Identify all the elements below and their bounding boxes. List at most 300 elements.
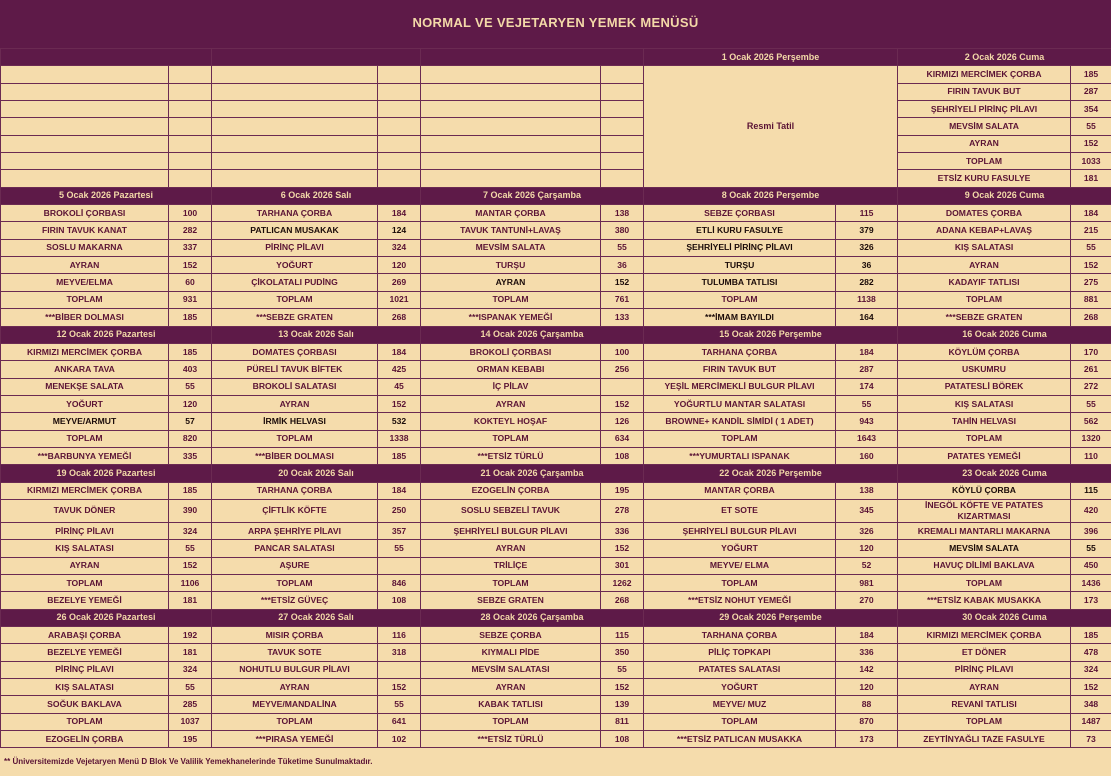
dish-calories: 215 — [1071, 222, 1111, 239]
menu-row — [1, 540, 1111, 557]
day-header — [1, 49, 212, 66]
dish-name: AYRAN — [1, 257, 169, 274]
dish-name: PATLICAN MUSAKAK — [212, 222, 378, 239]
dish-name: AYRAN — [898, 257, 1071, 274]
dish-name: MANTAR ÇORBA — [421, 205, 601, 222]
empty-cell — [601, 66, 644, 83]
day-header: 27 Ocak 2026 Salı — [212, 609, 421, 626]
dish-name: ET SOTE — [644, 499, 836, 522]
dish-calories: 881 — [1071, 291, 1111, 308]
dish-calories: 152 — [378, 395, 421, 412]
dish-name: PİRİNÇ PİLAVI — [898, 661, 1071, 678]
dish-name: ***ETSİZ PATLICAN MUSAKKA — [644, 731, 836, 748]
dish-name: REVANİ TATLISI — [898, 696, 1071, 713]
dish-name: FIRIN TAVUK KANAT — [1, 222, 169, 239]
dish-name: YOĞURT — [644, 540, 836, 557]
day-header — [421, 49, 644, 66]
empty-cell — [421, 118, 601, 135]
menu-row — [1, 413, 1111, 430]
dish-name: TOPLAM — [1, 291, 169, 308]
dish-calories: 287 — [836, 361, 898, 378]
dish-name: ***BİBER DOLMASI — [1, 309, 169, 326]
dish-calories: 100 — [169, 205, 212, 222]
dish-calories: 634 — [601, 430, 644, 447]
dish-name: KOKTEYL HOŞAF — [421, 413, 601, 430]
dish-calories: 36 — [836, 257, 898, 274]
dish-name: AYRAN — [1, 557, 169, 574]
day-header-row — [1, 326, 1111, 343]
dish-name: ***BARBUNYA YEMEĞİ — [1, 447, 169, 464]
empty-cell — [378, 170, 421, 187]
empty-cell — [421, 153, 601, 170]
menu-row — [1, 118, 1111, 135]
menu-row — [1, 557, 1111, 574]
dish-name: DOMATES ÇORBA — [898, 205, 1071, 222]
dish-calories: 282 — [836, 274, 898, 291]
dish-name: KIRMIZI MERCİMEK ÇORBA — [1, 343, 169, 360]
dish-calories: 403 — [169, 361, 212, 378]
dish-calories: 55 — [169, 540, 212, 557]
dish-name: TOPLAM — [1, 430, 169, 447]
dish-calories — [378, 661, 421, 678]
dish-name: MEYVE/ARMUT — [1, 413, 169, 430]
day-header-row — [1, 609, 1111, 626]
footer-note: ** Üniversitemizde Vejetaryen Menü D Blok Ve Valilik Yemekhanelerinde Tüketime Sunulmaktadır. — [4, 757, 373, 766]
dish-calories: 345 — [836, 499, 898, 522]
dish-calories: 846 — [378, 574, 421, 591]
dish-calories: 324 — [1071, 661, 1111, 678]
dish-calories: 181 — [169, 644, 212, 661]
dish-name: YOĞURT — [1, 395, 169, 412]
dish-calories: 275 — [1071, 274, 1111, 291]
dish-calories: 138 — [836, 482, 898, 499]
dish-calories: 108 — [378, 592, 421, 609]
menu-row — [1, 696, 1111, 713]
dish-name: YEŞİL MERCİMEKLİ BULGUR PİLAVI — [644, 378, 836, 395]
dish-name: TURŞU — [421, 257, 601, 274]
dish-name: MISIR ÇORBA — [212, 627, 378, 644]
dish-calories: 250 — [378, 499, 421, 522]
dish-name: BROWNE+ KANDİL SİMİDİ ( 1 ADET) — [644, 413, 836, 430]
dish-name: NOHUTLU BULGUR PİLAVI — [212, 661, 378, 678]
dish-name: MEVSİM SALATA — [421, 239, 601, 256]
dish-name: BROKOLİ SALATASI — [212, 378, 378, 395]
dish-calories: 350 — [601, 644, 644, 661]
dish-name: ***ETSİZ TÜRLÜ — [421, 731, 601, 748]
empty-cell — [378, 118, 421, 135]
empty-cell — [1, 135, 169, 152]
day-header: 7 Ocak 2026 Çarşamba — [421, 187, 644, 204]
empty-cell — [421, 135, 601, 152]
dish-name: PİLİÇ TOPKAPI — [644, 644, 836, 661]
empty-cell — [1, 101, 169, 118]
dish-name: İNEGÖL KÖFTE VE PATATES KIZARTMASI — [898, 499, 1071, 522]
empty-cell — [212, 83, 378, 100]
dish-name: TULUMBA TATLISI — [644, 274, 836, 291]
dish-calories: 336 — [836, 644, 898, 661]
dish-name: TOPLAM — [898, 291, 1071, 308]
day-header: 15 Ocak 2026 Perşembe — [644, 326, 898, 343]
day-header: 23 Ocak 2026 Cuma — [898, 465, 1111, 482]
dish-name: KIRMIZI MERCİMEK ÇORBA — [1, 482, 169, 499]
dish-calories: 1338 — [378, 430, 421, 447]
menu-row — [1, 205, 1111, 222]
dish-name: SEBZE ÇORBASI — [644, 205, 836, 222]
dish-calories: 357 — [378, 522, 421, 539]
dish-name: TOPLAM — [212, 713, 378, 730]
empty-cell — [212, 135, 378, 152]
dish-calories: 55 — [836, 395, 898, 412]
dish-name: BEZELYE YEMEĞİ — [1, 592, 169, 609]
dish-name: TURŞU — [644, 257, 836, 274]
dish-name: HAVUÇ DİLİMİ BAKLAVA — [898, 557, 1071, 574]
dish-calories: 192 — [169, 627, 212, 644]
dish-name: MANTAR ÇORBA — [644, 482, 836, 499]
dish-name: PÜRELİ TAVUK BİFTEK — [212, 361, 378, 378]
dish-name: KADAYIF TATLISI — [898, 274, 1071, 291]
dish-calories: 120 — [378, 257, 421, 274]
dish-calories: 181 — [169, 592, 212, 609]
day-header: 2 Ocak 2026 Cuma — [898, 49, 1111, 66]
dish-calories: 55 — [1071, 540, 1111, 557]
menu-row — [1, 66, 1111, 83]
dish-calories: 1643 — [836, 430, 898, 447]
dish-name: TAVUK TANTUNİ+LAVAŞ — [421, 222, 601, 239]
dish-name: TOPLAM — [898, 574, 1071, 591]
dish-calories: 285 — [169, 696, 212, 713]
dish-calories: 354 — [1071, 101, 1111, 118]
menu-row — [1, 135, 1111, 152]
dish-name: ŞEHRİYELİ BULGUR PİLAVI — [644, 522, 836, 539]
dish-calories — [601, 378, 644, 395]
dish-calories: 268 — [378, 309, 421, 326]
dish-name: KÖYLÜ ÇORBA — [898, 482, 1071, 499]
dish-name: EZOGELİN ÇORBA — [1, 731, 169, 748]
dish-name: YOĞURTLU MANTAR SALATASI — [644, 395, 836, 412]
dish-name: TOPLAM — [421, 291, 601, 308]
dish-calories: 270 — [836, 592, 898, 609]
dish-calories: 185 — [169, 482, 212, 499]
dish-calories: 173 — [836, 731, 898, 748]
dish-name: KÖYLÜM ÇORBA — [898, 343, 1071, 360]
dish-name: TOPLAM — [644, 430, 836, 447]
dish-calories: 641 — [378, 713, 421, 730]
dish-calories: 425 — [378, 361, 421, 378]
menu-row — [1, 447, 1111, 464]
day-header-row — [1, 49, 1111, 66]
dish-calories: 173 — [1071, 592, 1111, 609]
dish-calories: 160 — [836, 447, 898, 464]
dish-calories: 1262 — [601, 574, 644, 591]
dish-calories: 870 — [836, 713, 898, 730]
dish-calories: 184 — [378, 205, 421, 222]
dish-calories: 195 — [601, 482, 644, 499]
dish-calories: 55 — [601, 239, 644, 256]
menu-row — [1, 239, 1111, 256]
dish-calories: 396 — [1071, 522, 1111, 539]
dish-calories: 1037 — [169, 713, 212, 730]
dish-calories: 272 — [1071, 378, 1111, 395]
empty-cell — [212, 118, 378, 135]
dish-calories: 1138 — [836, 291, 898, 308]
dish-name: TOPLAM — [1, 574, 169, 591]
dish-calories: 336 — [601, 522, 644, 539]
dish-calories: 1033 — [1071, 153, 1111, 170]
dish-calories: 55 — [1071, 118, 1111, 135]
dish-calories: 184 — [378, 482, 421, 499]
dish-calories: 152 — [601, 274, 644, 291]
dish-name: SOĞUK BAKLAVA — [1, 696, 169, 713]
empty-cell — [601, 135, 644, 152]
menu-row — [1, 361, 1111, 378]
dish-name: AYRAN — [212, 679, 378, 696]
empty-cell — [169, 118, 212, 135]
empty-cell — [212, 66, 378, 83]
empty-cell — [378, 83, 421, 100]
dish-name: ETLİ KURU FASULYE — [644, 222, 836, 239]
dish-name: SOSLU SEBZELİ TAVUK — [421, 499, 601, 522]
empty-cell — [601, 118, 644, 135]
dish-name: TOPLAM — [644, 713, 836, 730]
dish-calories: 126 — [601, 413, 644, 430]
dish-calories: 268 — [601, 592, 644, 609]
empty-cell — [601, 170, 644, 187]
dish-name: MEYVE/ ELMA — [644, 557, 836, 574]
day-header: 6 Ocak 2026 Salı — [212, 187, 421, 204]
dish-calories: 184 — [1071, 205, 1111, 222]
dish-calories: 88 — [836, 696, 898, 713]
dish-calories — [378, 557, 421, 574]
dish-name: ŞEHRİYELİ PİRİNÇ PİLAVI — [644, 239, 836, 256]
dish-calories: 185 — [169, 309, 212, 326]
dish-name: KABAK TATLISI — [421, 696, 601, 713]
dish-calories: 108 — [601, 447, 644, 464]
dish-name: PANCAR SALATASI — [212, 540, 378, 557]
dish-calories: 478 — [1071, 644, 1111, 661]
dish-calories: 811 — [601, 713, 644, 730]
dish-calories: 164 — [836, 309, 898, 326]
empty-cell — [169, 153, 212, 170]
empty-cell — [378, 135, 421, 152]
dish-calories: 55 — [169, 679, 212, 696]
menu-row — [1, 430, 1111, 447]
dish-calories: 138 — [601, 205, 644, 222]
dish-name: TARHANA ÇORBA — [644, 627, 836, 644]
empty-cell — [1, 118, 169, 135]
empty-cell — [601, 153, 644, 170]
dish-calories: 110 — [1071, 447, 1111, 464]
dish-calories: 532 — [378, 413, 421, 430]
dish-calories: 152 — [1071, 257, 1111, 274]
dish-name: AYRAN — [898, 679, 1071, 696]
dish-calories: 45 — [378, 378, 421, 395]
dish-name: ZEYTİNYAĞLI TAZE FASULYE — [898, 731, 1071, 748]
dish-name: YOĞURT — [212, 257, 378, 274]
dish-name: TOPLAM — [421, 713, 601, 730]
dish-name: TOPLAM — [644, 574, 836, 591]
dish-name: ***ETSİZ GÜVEÇ — [212, 592, 378, 609]
dish-name: TOPLAM — [421, 430, 601, 447]
dish-calories: 184 — [378, 343, 421, 360]
dish-calories: 124 — [378, 222, 421, 239]
empty-cell — [1, 66, 169, 83]
dish-name: AYRAN — [898, 135, 1071, 152]
dish-name: FIRIN TAVUK BUT — [644, 361, 836, 378]
dish-name: TOPLAM — [421, 574, 601, 591]
empty-cell — [169, 101, 212, 118]
dish-name: BEZELYE YEMEĞİ — [1, 644, 169, 661]
empty-cell — [1, 83, 169, 100]
dish-calories: 185 — [1071, 66, 1111, 83]
empty-cell — [212, 153, 378, 170]
dish-name: MEYVE/ MUZ — [644, 696, 836, 713]
dish-calories: 184 — [836, 343, 898, 360]
dish-name: ÇİFTLİK KÖFTE — [212, 499, 378, 522]
dish-calories: 115 — [1071, 482, 1111, 499]
menu-row — [1, 309, 1111, 326]
menu-row — [1, 170, 1111, 187]
dish-name: ***SEBZE GRATEN — [212, 309, 378, 326]
dish-calories: 324 — [169, 661, 212, 678]
menu-row — [1, 482, 1111, 499]
dish-name: ***ISPANAK YEMEĞİ — [421, 309, 601, 326]
dish-calories: 116 — [378, 627, 421, 644]
dish-calories: 379 — [836, 222, 898, 239]
empty-cell — [601, 83, 644, 100]
day-header: 8 Ocak 2026 Perşembe — [644, 187, 898, 204]
dish-calories: 185 — [169, 343, 212, 360]
menu-row — [1, 222, 1111, 239]
menu-row — [1, 627, 1111, 644]
day-header: 14 Ocak 2026 Çarşamba — [421, 326, 644, 343]
dish-name: İÇ PİLAV — [421, 378, 601, 395]
day-header: 26 Ocak 2026 Pazartesi — [1, 609, 212, 626]
day-header: 29 Ocak 2026 Perşembe — [644, 609, 898, 626]
dish-name: ***SEBZE GRATEN — [898, 309, 1071, 326]
dish-name: AYRAN — [421, 395, 601, 412]
dish-name: ŞEHRİYELİ BULGUR PİLAVI — [421, 522, 601, 539]
dish-calories: 152 — [1071, 135, 1111, 152]
dish-name: EZOGELİN ÇORBA — [421, 482, 601, 499]
dish-name: TARHANA ÇORBA — [212, 205, 378, 222]
dish-calories: 170 — [1071, 343, 1111, 360]
dish-calories: 420 — [1071, 499, 1111, 522]
menu-row — [1, 101, 1111, 118]
empty-cell — [169, 170, 212, 187]
dish-name: USKUMRU — [898, 361, 1071, 378]
dish-name: ORMAN KEBABI — [421, 361, 601, 378]
empty-cell — [421, 66, 601, 83]
dish-calories: 55 — [1071, 239, 1111, 256]
dish-calories: 261 — [1071, 361, 1111, 378]
dish-calories: 450 — [1071, 557, 1111, 574]
menu-row — [1, 499, 1111, 522]
dish-name: SEBZE GRATEN — [421, 592, 601, 609]
dish-name: SEBZE ÇORBA — [421, 627, 601, 644]
day-header: 30 Ocak 2026 Cuma — [898, 609, 1111, 626]
dish-name: DOMATES ÇORBASI — [212, 343, 378, 360]
day-header: 9 Ocak 2026 Cuma — [898, 187, 1111, 204]
menu-row — [1, 679, 1111, 696]
dish-calories: 115 — [601, 627, 644, 644]
menu-row — [1, 153, 1111, 170]
dish-calories: 73 — [1071, 731, 1111, 748]
dish-calories: 152 — [1071, 679, 1111, 696]
day-header-row — [1, 465, 1111, 482]
dish-calories: 301 — [601, 557, 644, 574]
dish-calories: 55 — [601, 661, 644, 678]
empty-cell — [169, 83, 212, 100]
dish-calories: 195 — [169, 731, 212, 748]
menu-row — [1, 83, 1111, 100]
dish-name: TAVUK DÖNER — [1, 499, 169, 522]
dish-calories: 324 — [378, 239, 421, 256]
empty-cell — [212, 101, 378, 118]
day-header: 22 Ocak 2026 Perşembe — [644, 465, 898, 482]
dish-name: PATATES SALATASI — [644, 661, 836, 678]
day-header: 1 Ocak 2026 Perşembe — [644, 49, 898, 66]
dish-calories: 142 — [836, 661, 898, 678]
empty-cell — [169, 66, 212, 83]
dish-calories: 152 — [169, 257, 212, 274]
dish-calories: 326 — [836, 522, 898, 539]
dish-name: AYRAN — [212, 395, 378, 412]
dish-name: TOPLAM — [212, 430, 378, 447]
dish-name: MEVSİM SALATA — [898, 540, 1071, 557]
dish-name: TOPLAM — [898, 153, 1071, 170]
dish-name: TOPLAM — [212, 291, 378, 308]
dish-name: PATATES YEMEĞİ — [898, 447, 1071, 464]
dish-calories: 1320 — [1071, 430, 1111, 447]
day-header: 16 Ocak 2026 Cuma — [898, 326, 1111, 343]
dish-name: TARHANA ÇORBA — [212, 482, 378, 499]
menu-row — [1, 731, 1111, 748]
dish-calories: 324 — [169, 522, 212, 539]
day-header: 12 Ocak 2026 Pazartesi — [1, 326, 212, 343]
dish-calories: 152 — [601, 540, 644, 557]
empty-cell — [378, 101, 421, 118]
dish-name: PATATESLİ BÖREK — [898, 378, 1071, 395]
dish-name: AYRAN — [421, 679, 601, 696]
dish-name: TOPLAM — [212, 574, 378, 591]
dish-name: KIŞ SALATASI — [1, 540, 169, 557]
dish-calories: 820 — [169, 430, 212, 447]
dish-name: ÇİKOLATALI PUDİNG — [212, 274, 378, 291]
dish-name: AYRAN — [421, 540, 601, 557]
day-header: 13 Ocak 2026 Salı — [212, 326, 421, 343]
menu-row — [1, 661, 1111, 678]
menu-row — [1, 378, 1111, 395]
holiday-cell: Resmi Tatil — [644, 66, 898, 187]
menu-table — [0, 48, 1111, 748]
dish-name: KIRMIZI MERCİMEK ÇORBA — [898, 627, 1071, 644]
dish-calories: 185 — [378, 447, 421, 464]
dish-name: ANKARA TAVA — [1, 361, 169, 378]
empty-cell — [1, 170, 169, 187]
empty-cell — [212, 170, 378, 187]
dish-name: MENEKŞE SALATA — [1, 378, 169, 395]
empty-cell — [421, 101, 601, 118]
dish-name: TOPLAM — [898, 713, 1071, 730]
menu-row — [1, 274, 1111, 291]
empty-cell — [1, 153, 169, 170]
dish-calories: 100 — [601, 343, 644, 360]
dish-calories: 36 — [601, 257, 644, 274]
dish-name: AŞURE — [212, 557, 378, 574]
day-header: 28 Ocak 2026 Çarşamba — [421, 609, 644, 626]
dish-calories: 287 — [1071, 83, 1111, 100]
dish-calories: 152 — [601, 679, 644, 696]
